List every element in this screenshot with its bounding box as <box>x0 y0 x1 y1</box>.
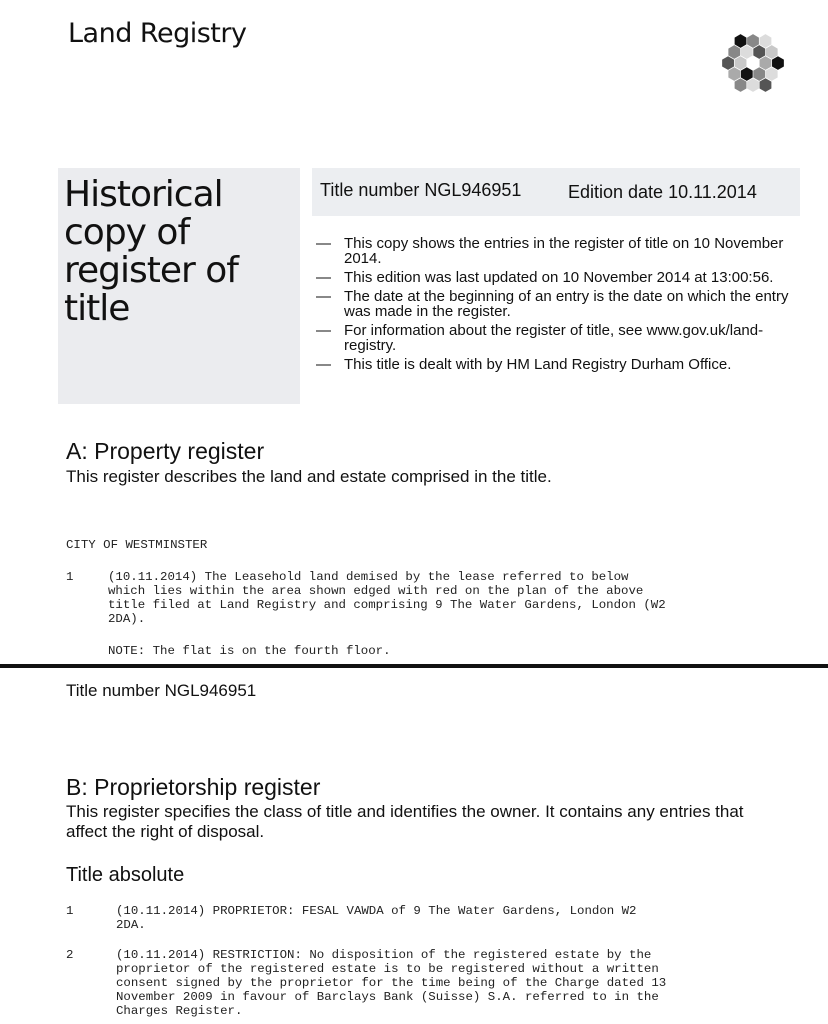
logo-hexagon <box>760 56 772 70</box>
document-heading <box>64 176 238 328</box>
logo-hexagon <box>735 78 747 92</box>
brand-wordmark: Land Registry <box>68 18 247 49</box>
logo-hexagon <box>753 67 765 81</box>
note-item: — This edition was last updated on 10 November 2014 at 13:00:56. <box>316 270 796 285</box>
entry-number: 1 <box>66 570 74 584</box>
logo-hexagon <box>747 78 759 92</box>
note-item: — For information about the register of title, see www.gov.uk/land-registry. <box>316 323 796 353</box>
logo-hexagon <box>728 67 740 81</box>
class-of-title: Title absolute <box>66 864 185 886</box>
note-item: — The date at the beginning of an entry is the date on which the entry was made in the register. <box>316 289 796 319</box>
logo-hexagon <box>728 45 740 59</box>
property-note: NOTE: The flat is on the fourth floor. <box>108 644 391 658</box>
logo-hexagon <box>753 45 765 59</box>
proprietorship-entry <box>66 948 766 1022</box>
entry-number: 1 <box>66 904 74 918</box>
entry-text: (10.11.2014) PROPRIETOR: FESAL VAWDA of 9 The Water Gardens, London W2 2DA. <box>116 904 637 932</box>
page2-title-number: Title number NGL946951 <box>66 681 257 700</box>
logo-hexagon <box>766 67 778 81</box>
logo-hexagon <box>747 56 759 70</box>
page-divider <box>0 664 828 668</box>
edition-date: Edition date 10.11.2014 <box>568 182 757 202</box>
heading-line: register of <box>64 250 238 291</box>
proprietorship-register-description: This register specifies the class of title and identifies the owner. It contains any entries that affect the right of disposal. <box>66 802 744 841</box>
entry-text: (10.11.2014) RESTRICTION: No disposition of the registered estate by the proprietor of the registered estate is to be registered without a written consent signed by the proprietor for the time being of the Charge dated 13 November 2009 in favour of Barclays Bank (Suisse) S.A. referred to in the Charges Register. <box>116 948 667 1018</box>
property-register-description: This register describes the land and estate comprised in the title. <box>66 467 552 486</box>
logo-hexagon <box>741 45 753 59</box>
hexagon-cluster-logo-icon <box>708 26 798 116</box>
heading-line: copy of <box>64 212 190 253</box>
logo-hexagon <box>747 34 759 48</box>
heading-line: Historical <box>64 174 223 215</box>
logo-hexagon <box>741 67 753 81</box>
logo-hexagon <box>760 78 772 92</box>
proprietorship-register-heading: B: Proprietorship register <box>66 774 321 800</box>
entry-number: 2 <box>66 948 74 962</box>
logo-hexagon <box>766 45 778 59</box>
proprietorship-entry <box>66 904 766 934</box>
district-label: CITY OF WESTMINSTER <box>66 538 208 552</box>
logo-hexagon <box>760 34 772 48</box>
logo-hexagon <box>772 56 784 70</box>
property-register-heading: A: Property register <box>66 438 265 464</box>
heading-line: title <box>64 288 130 329</box>
register-notes-list <box>316 236 796 376</box>
entry-text: (10.11.2014) The Leasehold land demised by the lease referred to below which lies within the area shown edged with red on the plan of the above title filed at Land Registry and comprising 9 The Water Gardens, London (W2 2DA). <box>108 570 666 626</box>
logo-hexagon <box>722 56 734 70</box>
property-entry <box>66 570 766 630</box>
title-number: Title number NGL946951 <box>320 180 522 200</box>
note-item: — This title is dealt with by HM Land Registry Durham Office. <box>316 357 796 372</box>
note-item: — This copy shows the entries in the register of title on 10 November 2014. <box>316 236 796 266</box>
logo-hexagon <box>735 56 747 70</box>
logo-hexagon <box>735 34 747 48</box>
